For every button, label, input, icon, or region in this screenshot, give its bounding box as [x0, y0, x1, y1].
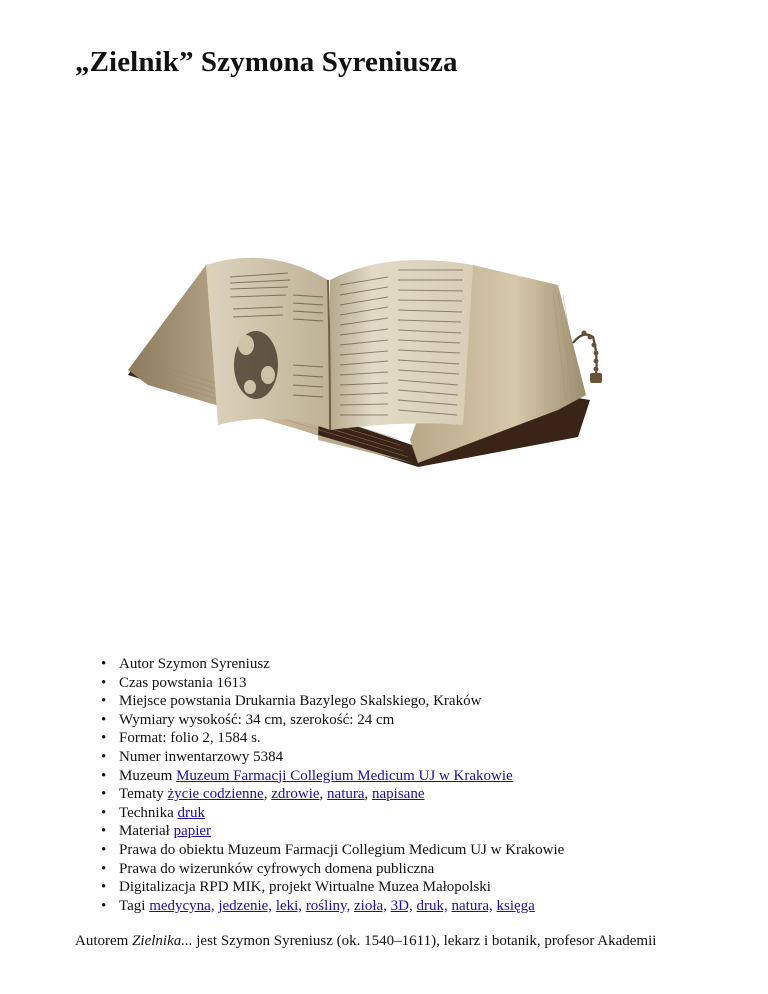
topic-link[interactable]: natura	[327, 786, 365, 803]
meta-dimensions: • Wymiary wysokość: 34 cm, szerokość: 24 cm	[75, 711, 564, 730]
meta-tags: • Tagi medycyna, jedzenie, leki, rośliny, zioła, 3D, druk, natura, księga	[75, 897, 564, 916]
museum-link[interactable]: Muzeum Farmacji Collegium Medicum UJ w Krakowie	[176, 767, 513, 784]
topic-link[interactable]: życie codzienne	[167, 786, 264, 803]
meta-rights-object: • Prawa do obiektu Muzeum Farmacji Collegium Medicum UJ w Krakowie	[75, 841, 564, 860]
tag-link[interactable]: rośliny,	[305, 897, 351, 914]
tag-link[interactable]: 3D,	[390, 897, 413, 914]
book-icon	[118, 225, 618, 473]
meta-format: • Format: folio 2, 1584 s.	[75, 729, 564, 748]
tag-link[interactable]: księga	[496, 897, 535, 914]
metadata-list	[75, 655, 564, 915]
tag-link[interactable]: natura,	[451, 897, 493, 914]
meta-museum: • Muzeum Muzeum Farmacji Collegium Medicum UJ w Krakowie	[75, 767, 564, 786]
meta-rights-digital: • Prawa do wizerunków cyfrowych domena publiczna	[75, 860, 564, 879]
meta-topics: • Tematy życie codzienne, zdrowie, natura, napisane	[75, 785, 564, 804]
meta-technique: • Technika druk	[75, 804, 564, 823]
technique-link[interactable]: druk	[177, 804, 206, 821]
topic-link[interactable]: zdrowie	[271, 786, 320, 803]
tag-link[interactable]: zioła,	[354, 897, 387, 914]
material-link[interactable]: papier	[173, 823, 212, 840]
tag-link[interactable]: jedzenie,	[218, 897, 273, 914]
meta-date: • Czas powstania 1613	[75, 674, 564, 693]
meta-material: • Materiał papier	[75, 822, 564, 841]
meta-inventory: • Numer inwentarzowy 5384	[75, 748, 564, 767]
tag-link[interactable]: druk,	[416, 897, 448, 914]
tag-link[interactable]: leki,	[275, 897, 303, 914]
meta-digitization: • Digitalizacja RPD MIK, projekt Wirtualne Muzea Małopolski	[75, 878, 564, 897]
tag-link[interactable]: medycyna,	[149, 897, 215, 914]
meta-place: • Miejsce powstania Drukarnia Bazylego Skalskiego, Kraków	[75, 692, 564, 711]
page-title: „Zielnik” Szymona Syreniusza	[75, 46, 458, 78]
meta-author: • Autor Szymon Syreniusz	[75, 655, 564, 674]
topic-link[interactable]: napisane	[372, 786, 425, 803]
intro-paragraph: Autorem Zielnika... jest Szymon Syreniusz (ok. 1540–1611), lekarz i botanik, profesor Akademii	[75, 933, 657, 949]
